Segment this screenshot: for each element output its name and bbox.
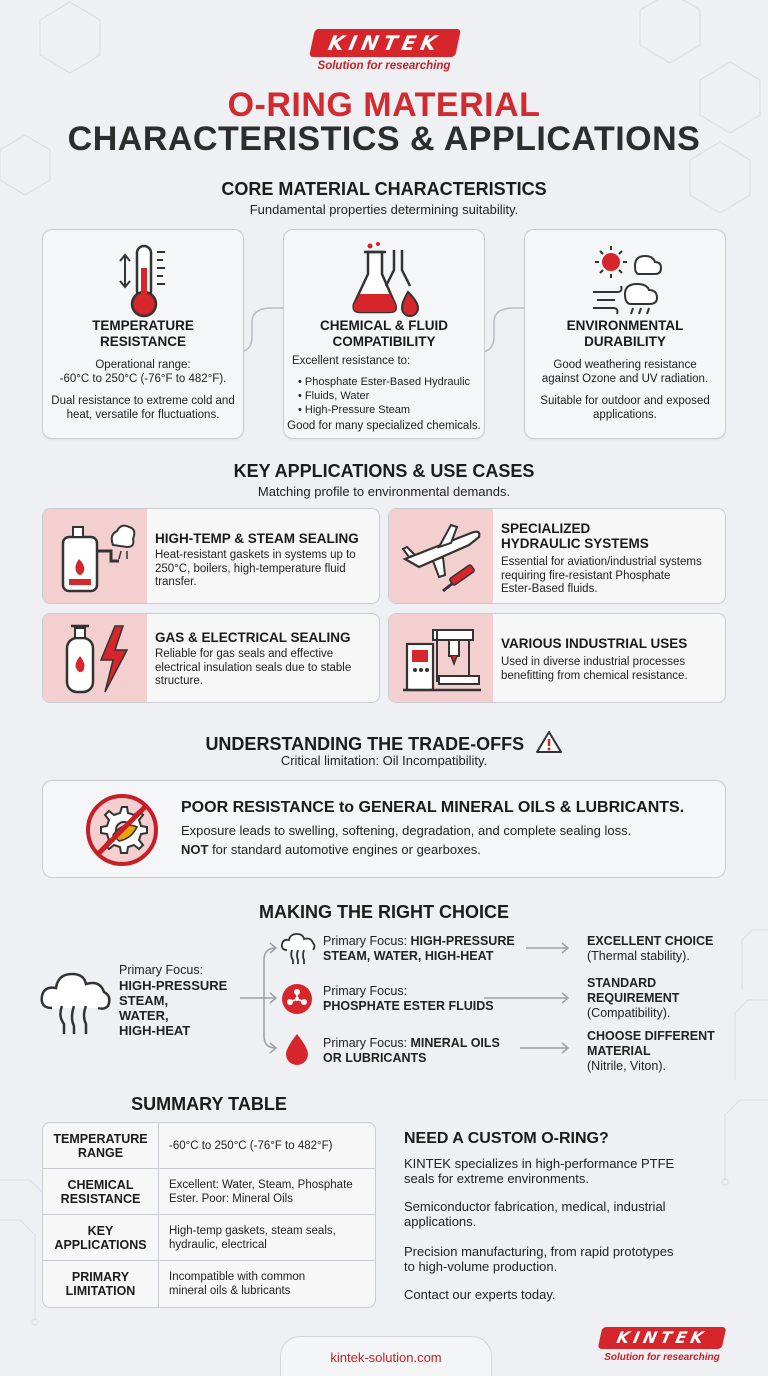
app-card-hydraulic — [388, 508, 726, 604]
core-card-chemical — [283, 229, 485, 439]
choice-left-line: HIGH-PRESSURE — [119, 978, 228, 993]
app-icon-panel — [389, 509, 493, 603]
branch-result-note: (Thermal stability). — [587, 949, 690, 963]
tradeoffs-title-row — [0, 730, 768, 755]
cta-text: applications. — [404, 1214, 477, 1229]
card-text: -60°C to 250°C (-76°F to 482°F). — [59, 373, 227, 385]
table-row — [43, 1215, 376, 1261]
apps-section-title: KEY APPLICATIONS & USE CASES — [233, 461, 535, 481]
steam-cloud-icon — [280, 932, 316, 966]
app-title-l1: SPECIALIZED — [501, 521, 591, 536]
app-card-steam — [42, 508, 380, 604]
card-title-l2: RESISTANCE — [99, 334, 186, 349]
app-icon-panel — [43, 614, 147, 702]
page-title-line2: CHARACTERISTICS & APPLICATIONS — [67, 120, 701, 158]
card-text: Operational range: — [95, 359, 191, 371]
branch-2-focus — [323, 984, 494, 1014]
cta-title: NEED A CUSTOM O-RING? — [404, 1130, 609, 1147]
footer-logo — [598, 1327, 727, 1349]
bullet-text: High-Pressure Steam — [304, 404, 411, 416]
label-l2: LIMITATION — [65, 1284, 136, 1298]
value-l2: mineral oils & lubricants — [169, 1285, 291, 1297]
branch-3-result — [587, 1029, 715, 1074]
bullet-text: Phosphate Ester-Based Hydraulic — [304, 376, 471, 388]
page-title-line1: O-RING MATERIAL — [227, 86, 541, 124]
branch-1-result — [587, 934, 713, 964]
summary-title: SUMMARY TABLE — [131, 1094, 287, 1114]
value-l1: -60°C to 250°C (-76°F to 482°F) — [169, 1140, 333, 1152]
logo-text: KINTEK — [615, 1328, 710, 1347]
label-l2: RANGE — [77, 1146, 124, 1160]
card-title-l1: TEMPERATURE — [92, 318, 194, 333]
warning-not: NOT — [181, 842, 209, 857]
table-value — [169, 1261, 371, 1307]
label-l1: TEMPERATURE — [53, 1132, 148, 1146]
card-text: Suitable for outdoor and exposed — [540, 395, 710, 407]
branch-result-l1: STANDARD — [587, 976, 657, 990]
branch-2-result — [587, 976, 679, 1021]
warning-rest: for standard automotive engines or gearboxes. — [208, 842, 481, 857]
branch-result-note: (Compatibility). — [587, 1006, 671, 1020]
app-icon-panel — [43, 509, 147, 603]
warning-text: Exposure leads to swelling, softening, degradation, and complete sealing loss. — [181, 823, 632, 838]
app-card-gas-electrical — [42, 613, 380, 703]
app-title: HIGH-TEMP & STEAM SEALING — [155, 531, 359, 546]
branch-1-focus — [323, 934, 515, 964]
card-text: Excellent resistance to: — [292, 355, 411, 367]
label-l2: APPLICATIONS — [54, 1238, 147, 1252]
table-label — [43, 1215, 159, 1261]
branch-result-l1: CHOOSE DIFFERENT — [587, 1029, 715, 1043]
app-text: Heat-resistant gaskets in systems up to — [155, 549, 356, 561]
core-card-temperature — [42, 229, 244, 439]
bullet-text: Fluids, Water — [304, 390, 370, 402]
app-text: structure. — [155, 675, 203, 687]
app-text: Essential for aviation/industrial systems — [501, 556, 702, 568]
app-text: 250°C, boilers, high-temperature fluid — [155, 562, 346, 575]
table-label — [43, 1123, 159, 1169]
chemistry-flask-icon — [350, 242, 422, 322]
tradeoffs-title: UNDERSTANDING THE TRADE-OFFS — [205, 734, 525, 754]
app-text: electrical insulation seals due to stable — [155, 661, 352, 674]
branch-focus-l1: MINERAL OILS — [410, 1036, 500, 1050]
label-l1: CHEMICAL — [67, 1178, 134, 1192]
logo-text: KINTEK — [326, 31, 444, 55]
branch-result-l2: REQUIREMENT — [587, 991, 680, 1005]
footer-link[interactable]: kintek-solution.com — [330, 1350, 442, 1365]
table-row — [43, 1169, 376, 1215]
weather-icon — [591, 242, 663, 322]
warning-triangle-icon — [535, 730, 563, 754]
card-text: Dual resistance to extreme cold and — [51, 395, 235, 407]
branch-3-focus — [323, 1036, 500, 1066]
table-label — [43, 1261, 159, 1307]
branch-focus-l1: HIGH-PRESSURE — [410, 934, 515, 948]
core-section-subtitle: Fundamental properties determining suitability. — [249, 202, 519, 217]
app-text: Used in diverse industrial processes — [501, 656, 686, 668]
industrial-machine-icon — [401, 622, 483, 698]
cta-text: to high-volume production. — [404, 1259, 558, 1274]
branch-result-note: (Nitrile, Viton). — [587, 1059, 666, 1073]
value-l1: Incompatible with common — [169, 1271, 306, 1283]
app-title: GAS & ELECTRICAL SEALING — [155, 630, 351, 645]
molecule-icon — [280, 982, 314, 1016]
steam-cloud-icon — [38, 968, 114, 1038]
label-l1: PRIMARY — [71, 1270, 130, 1284]
app-icon-panel — [389, 614, 493, 702]
warning-text-line2 — [181, 842, 481, 857]
app-card-industrial — [388, 613, 726, 703]
card-title-l1: ENVIRONMENTAL — [566, 318, 684, 333]
card-title-l2: COMPATIBILITY — [332, 334, 436, 349]
footer-logo-tagline: Solution for researching — [604, 1352, 720, 1363]
value-l2: Ester. Poor: Mineral Oils — [169, 1193, 293, 1205]
bullet-item: • High-Pressure Steam — [298, 404, 411, 416]
branch-focus-l2: PHOSPHATE ESTER FLUIDS — [323, 999, 494, 1013]
app-text: Ester-Based fluids. — [501, 583, 598, 595]
value-l1: High-temp gaskets, steam seals, — [169, 1225, 336, 1237]
apps-section-subtitle: Matching profile to environmental demands. — [257, 484, 511, 499]
app-title-l2: HYDRAULIC SYSTEMS — [501, 536, 649, 551]
no-oil-icon — [83, 791, 161, 869]
logo-tagline: Solution for researching — [317, 60, 451, 72]
branch-result-l2: MATERIAL — [587, 1044, 651, 1058]
branch-focus-prefix: Primary Focus: — [323, 934, 411, 948]
branch-focus-l2: OR LUBRICANTS — [323, 1051, 427, 1065]
gas-cylinder-lightning-icon — [59, 622, 135, 696]
cta-text: Semiconductor fabrication, medical, industrial — [404, 1199, 666, 1214]
core-section-title: CORE MATERIAL CHARACTERISTICS — [221, 179, 547, 199]
table-label — [43, 1169, 159, 1215]
card-text: against Ozone and UV radiation. — [541, 373, 709, 385]
summary-table — [42, 1122, 376, 1308]
branch-focus-prefix: Primary Focus: — [323, 1036, 411, 1050]
cta-contact: Contact our experts today. — [404, 1287, 556, 1302]
branch-result-l1: EXCELLENT CHOICE — [587, 934, 714, 948]
card-text: Good for many specialized chemicals. — [287, 420, 481, 432]
cta-text: KINTEK specializes in high-performance PTFE — [404, 1156, 675, 1171]
choice-left-line: STEAM, — [119, 993, 169, 1008]
branch-focus-l2: STEAM, WATER, HIGH-HEAT — [323, 949, 494, 963]
value-l2: hydraulic, electrical — [169, 1239, 267, 1251]
thermometer-icon — [117, 242, 177, 322]
bullet-item: • Fluids, Water — [298, 390, 370, 402]
bullet-item: • Phosphate Ester-Based Hydraulic — [298, 376, 471, 388]
app-text: Reliable for gas seals and effective — [155, 648, 334, 660]
oil-drop-icon — [284, 1032, 310, 1066]
card-text: heat, versatile for fluctuations. — [66, 409, 220, 421]
choice-left-line: HIGH-HEAT — [119, 1023, 191, 1038]
label-l1: KEY — [87, 1224, 114, 1238]
cta-text: seals for extreme environments. — [404, 1171, 589, 1186]
choice-left-line: WATER, — [119, 1008, 169, 1023]
tradeoffs-subtitle: Critical limitation: Oil Incompatibility. — [280, 753, 488, 768]
boiler-steam-icon — [55, 517, 137, 597]
table-value — [169, 1215, 371, 1261]
table-value — [169, 1169, 371, 1215]
app-text: benefitting from chemical resistance. — [501, 669, 688, 682]
warning-title: POOR RESISTANCE to GENERAL MINERAL OILS & LUBRICANTS. — [181, 799, 685, 816]
card-title-l1: CHEMICAL & FLUID — [320, 318, 448, 333]
app-text: transfer. — [155, 576, 197, 588]
table-row — [43, 1123, 376, 1169]
table-row — [43, 1261, 376, 1307]
card-text: applications. — [593, 409, 657, 421]
cta-text: Precision manufacturing, from rapid prototypes — [404, 1244, 674, 1259]
choice-left-label: Primary Focus: — [119, 963, 204, 977]
app-title: VARIOUS INDUSTRIAL USES — [501, 636, 688, 651]
logo — [309, 29, 461, 57]
label-l2: RESISTANCE — [60, 1192, 141, 1206]
table-value — [169, 1123, 371, 1169]
core-card-environmental — [524, 229, 726, 439]
choice-section-title: MAKING THE RIGHT CHOICE — [259, 902, 509, 922]
card-title-l2: DURABILITY — [584, 334, 666, 349]
card-text: Good weathering resistance — [553, 359, 697, 371]
app-text: requiring fire-resistant Phosphate — [501, 569, 671, 582]
warning-box — [42, 780, 726, 878]
value-l1: Excellent: Water, Steam, Phosphate — [169, 1179, 353, 1191]
airplane-hydraulic-icon — [399, 519, 485, 597]
branch-focus-prefix: Primary Focus: — [323, 984, 408, 998]
